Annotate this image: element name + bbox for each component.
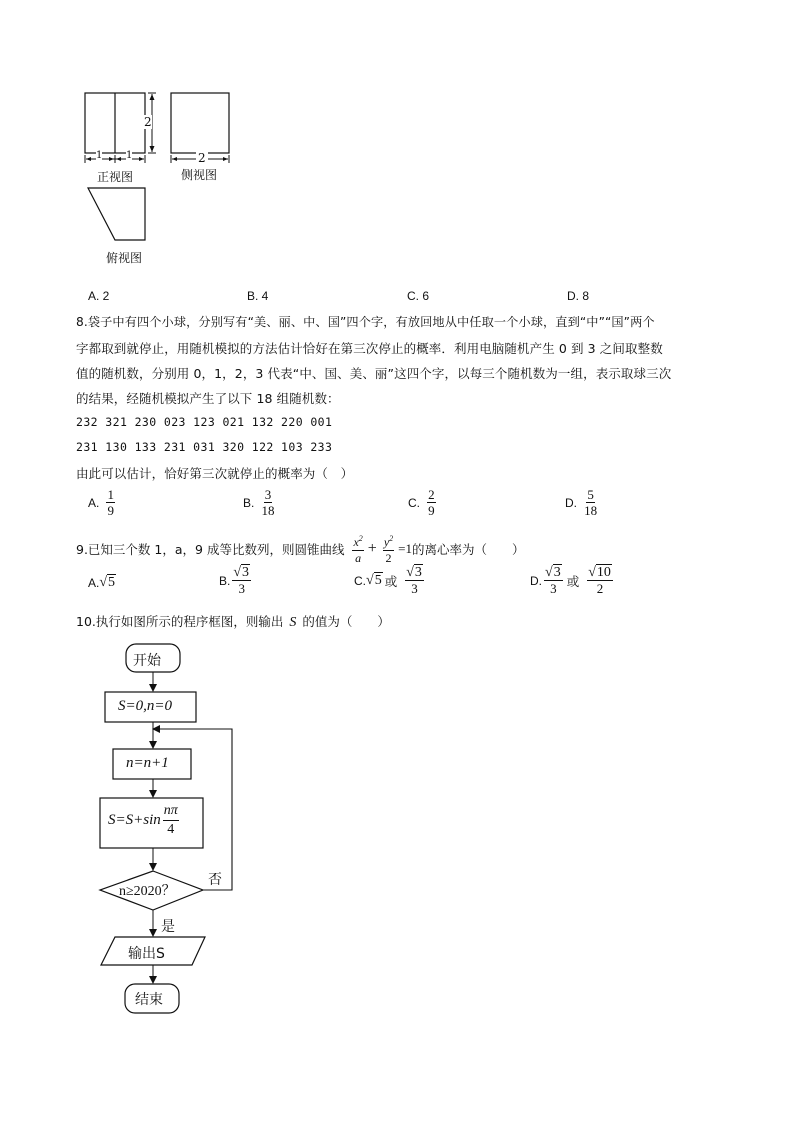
flow-update-fraction bbox=[163, 803, 179, 838]
q8-line-1: 8.袋子中有四个小球，分别写有“美、丽、中、国”四个字，有放回地从中任取一个小球，直到“中”“国”两个 bbox=[76, 315, 655, 329]
q8-d-num: 5 bbox=[587, 487, 594, 502]
q9-d-fraction-2: $\frac{√10}{2}$ bbox=[588, 565, 611, 596]
q9-d-fraction-1: $\frac{√3}{3}$ bbox=[545, 565, 561, 596]
q8-b-den: 18 bbox=[261, 503, 275, 518]
q10-var: S bbox=[289, 615, 297, 630]
flow-no-label: 否 bbox=[208, 872, 222, 888]
q8-option-c bbox=[408, 488, 436, 517]
q8-c-num: 2 bbox=[428, 487, 435, 502]
q9-eq-y: y bbox=[383, 535, 390, 549]
q9-eq-rhs: =1 bbox=[398, 540, 412, 556]
q9-eq-x: x bbox=[353, 535, 359, 549]
front-view-label: 正视图 bbox=[97, 170, 134, 184]
q9-d-or: 或 bbox=[566, 573, 580, 589]
q10-suffix: 的值为（ ） bbox=[302, 614, 390, 629]
flow-increment: n=n+1 bbox=[126, 755, 169, 771]
q9-d-rad2: 10 bbox=[596, 565, 611, 580]
dim-w1-label: 1 bbox=[96, 150, 103, 161]
flow-end: 结束 bbox=[135, 992, 163, 1008]
q8-c-den: 9 bbox=[428, 503, 435, 518]
q9-a-letter: A. bbox=[88, 576, 100, 590]
q9-prefix: 9.已知三个数 1，a，9 成等比数列，则圆锥曲线 bbox=[76, 541, 345, 557]
flow-update bbox=[108, 803, 179, 838]
flow-update-num: nπ bbox=[163, 803, 179, 821]
q9-a-sqrt: √5 bbox=[99, 575, 116, 590]
q9-eq-y-over-2: $\frac{y^2}{2}$ bbox=[383, 534, 394, 565]
q7-option-a: A. 2 bbox=[88, 289, 110, 303]
dim-height-label: 2 bbox=[144, 115, 152, 129]
q8-random-row-1: 232 321 230 023 123 021 132 220 001 bbox=[76, 415, 333, 429]
flow-condition: n≥2020？ bbox=[119, 884, 176, 899]
q8-option-b-letter: B. bbox=[243, 496, 255, 510]
q9-a-rad: 5 bbox=[108, 575, 116, 590]
q9-c-rad1: 5 bbox=[374, 572, 382, 588]
flow-output: 输出S bbox=[128, 946, 165, 962]
q9-d-den2: 2 bbox=[596, 581, 604, 596]
q8-question: 由此可以估计，恰好第三次就停止的概率为（ ） bbox=[76, 466, 354, 481]
q8-option-d-fraction bbox=[584, 488, 597, 517]
q9-c-fraction: $\frac{√3}{3}$ bbox=[406, 565, 422, 596]
q8-a-den: 9 bbox=[107, 503, 114, 518]
q9-eq-a: a bbox=[355, 551, 362, 565]
q9-b-letter: B. bbox=[219, 573, 231, 588]
flow-update-left: S=S+sin bbox=[108, 812, 161, 828]
q8-a-num: 1 bbox=[107, 487, 114, 502]
q8-random-row-2: 231 130 133 231 031 320 122 103 233 bbox=[76, 440, 333, 454]
q9-option-a bbox=[88, 575, 116, 591]
q9-d-letter: D. bbox=[530, 573, 542, 588]
q8-option-b bbox=[243, 488, 274, 517]
q9-c-letter: C. bbox=[354, 573, 366, 588]
q9-c-or: 或 bbox=[384, 573, 398, 589]
q8-b-num: 3 bbox=[264, 487, 272, 502]
q9-option-b bbox=[219, 566, 251, 595]
q8-option-b-fraction bbox=[261, 488, 274, 517]
q8-option-d bbox=[565, 488, 597, 517]
flow-update-den: 4 bbox=[167, 822, 175, 837]
q9-b-rad: 3 bbox=[242, 565, 250, 580]
dim-side-label: 2 bbox=[198, 151, 206, 165]
q9-c-rad2: 3 bbox=[414, 565, 422, 580]
q9-d-rad1: 3 bbox=[553, 565, 561, 580]
top-view-label: 俯视图 bbox=[106, 251, 143, 265]
q8-line-4: 的结果，经随机模拟产生了以下 18 组随机数： bbox=[76, 391, 340, 406]
q8-option-d-letter: D. bbox=[565, 496, 577, 510]
flow-yes-label: 是 bbox=[161, 919, 175, 935]
flow-start: 开始 bbox=[133, 653, 161, 669]
q9-b-den: 3 bbox=[238, 581, 245, 596]
q9-option-c bbox=[354, 566, 424, 595]
q9-d-den1: 3 bbox=[550, 581, 557, 596]
q7-option-b: B. 4 bbox=[247, 289, 269, 303]
q9-eq-x-over-a: $\frac{x^2}{a}$ bbox=[353, 534, 363, 565]
q8-option-c-fraction bbox=[427, 488, 436, 517]
q9-suffix: 的离心率为（ ） bbox=[411, 541, 525, 557]
q9-b-fraction: $\frac{√3}{3}$ bbox=[233, 565, 250, 596]
dim-w2-label: 1 bbox=[126, 150, 133, 161]
q8-option-c-letter: C. bbox=[408, 496, 420, 510]
q9-eq-2: 2 bbox=[385, 551, 392, 565]
q7-option-d: D. 8 bbox=[567, 289, 590, 303]
q10-question bbox=[76, 612, 390, 631]
q8-d-den: 18 bbox=[584, 503, 598, 518]
q8-option-a-letter: A. bbox=[88, 496, 100, 510]
q7-option-c: C. 6 bbox=[407, 289, 430, 303]
q9-c-den: 3 bbox=[411, 581, 418, 596]
q8-option-a bbox=[88, 488, 115, 517]
q8-line-2: 字都取到就停止，用随机模拟的方法估计恰好在第三次停止的概率．利用电脑随机产生 0 到 3 之间取整数 bbox=[76, 341, 663, 356]
q9-c-sqrt: √5 bbox=[366, 572, 382, 588]
side-view-label: 侧视图 bbox=[181, 168, 218, 182]
flow-init: S=0,n=0 bbox=[118, 698, 172, 714]
q9-question: 9.已知三个数 1，a，9 成等比数列，则圆锥曲线 $\frac{x^2}{a}$ + $\frac{y^2}{2}$ =1 的离心率为（ ） bbox=[76, 534, 525, 565]
q8-option-a-fraction bbox=[106, 488, 115, 517]
q9-option-d bbox=[530, 566, 613, 595]
q8-line-3: 值的随机数，分别用 0，1，2，3 代表“中、国、美、丽”这四个字，以每三个随机数为一组，表示取球三次 bbox=[76, 366, 672, 381]
q10-prefix: 10.执行如图所示的程序框图，则输出 bbox=[76, 614, 284, 629]
